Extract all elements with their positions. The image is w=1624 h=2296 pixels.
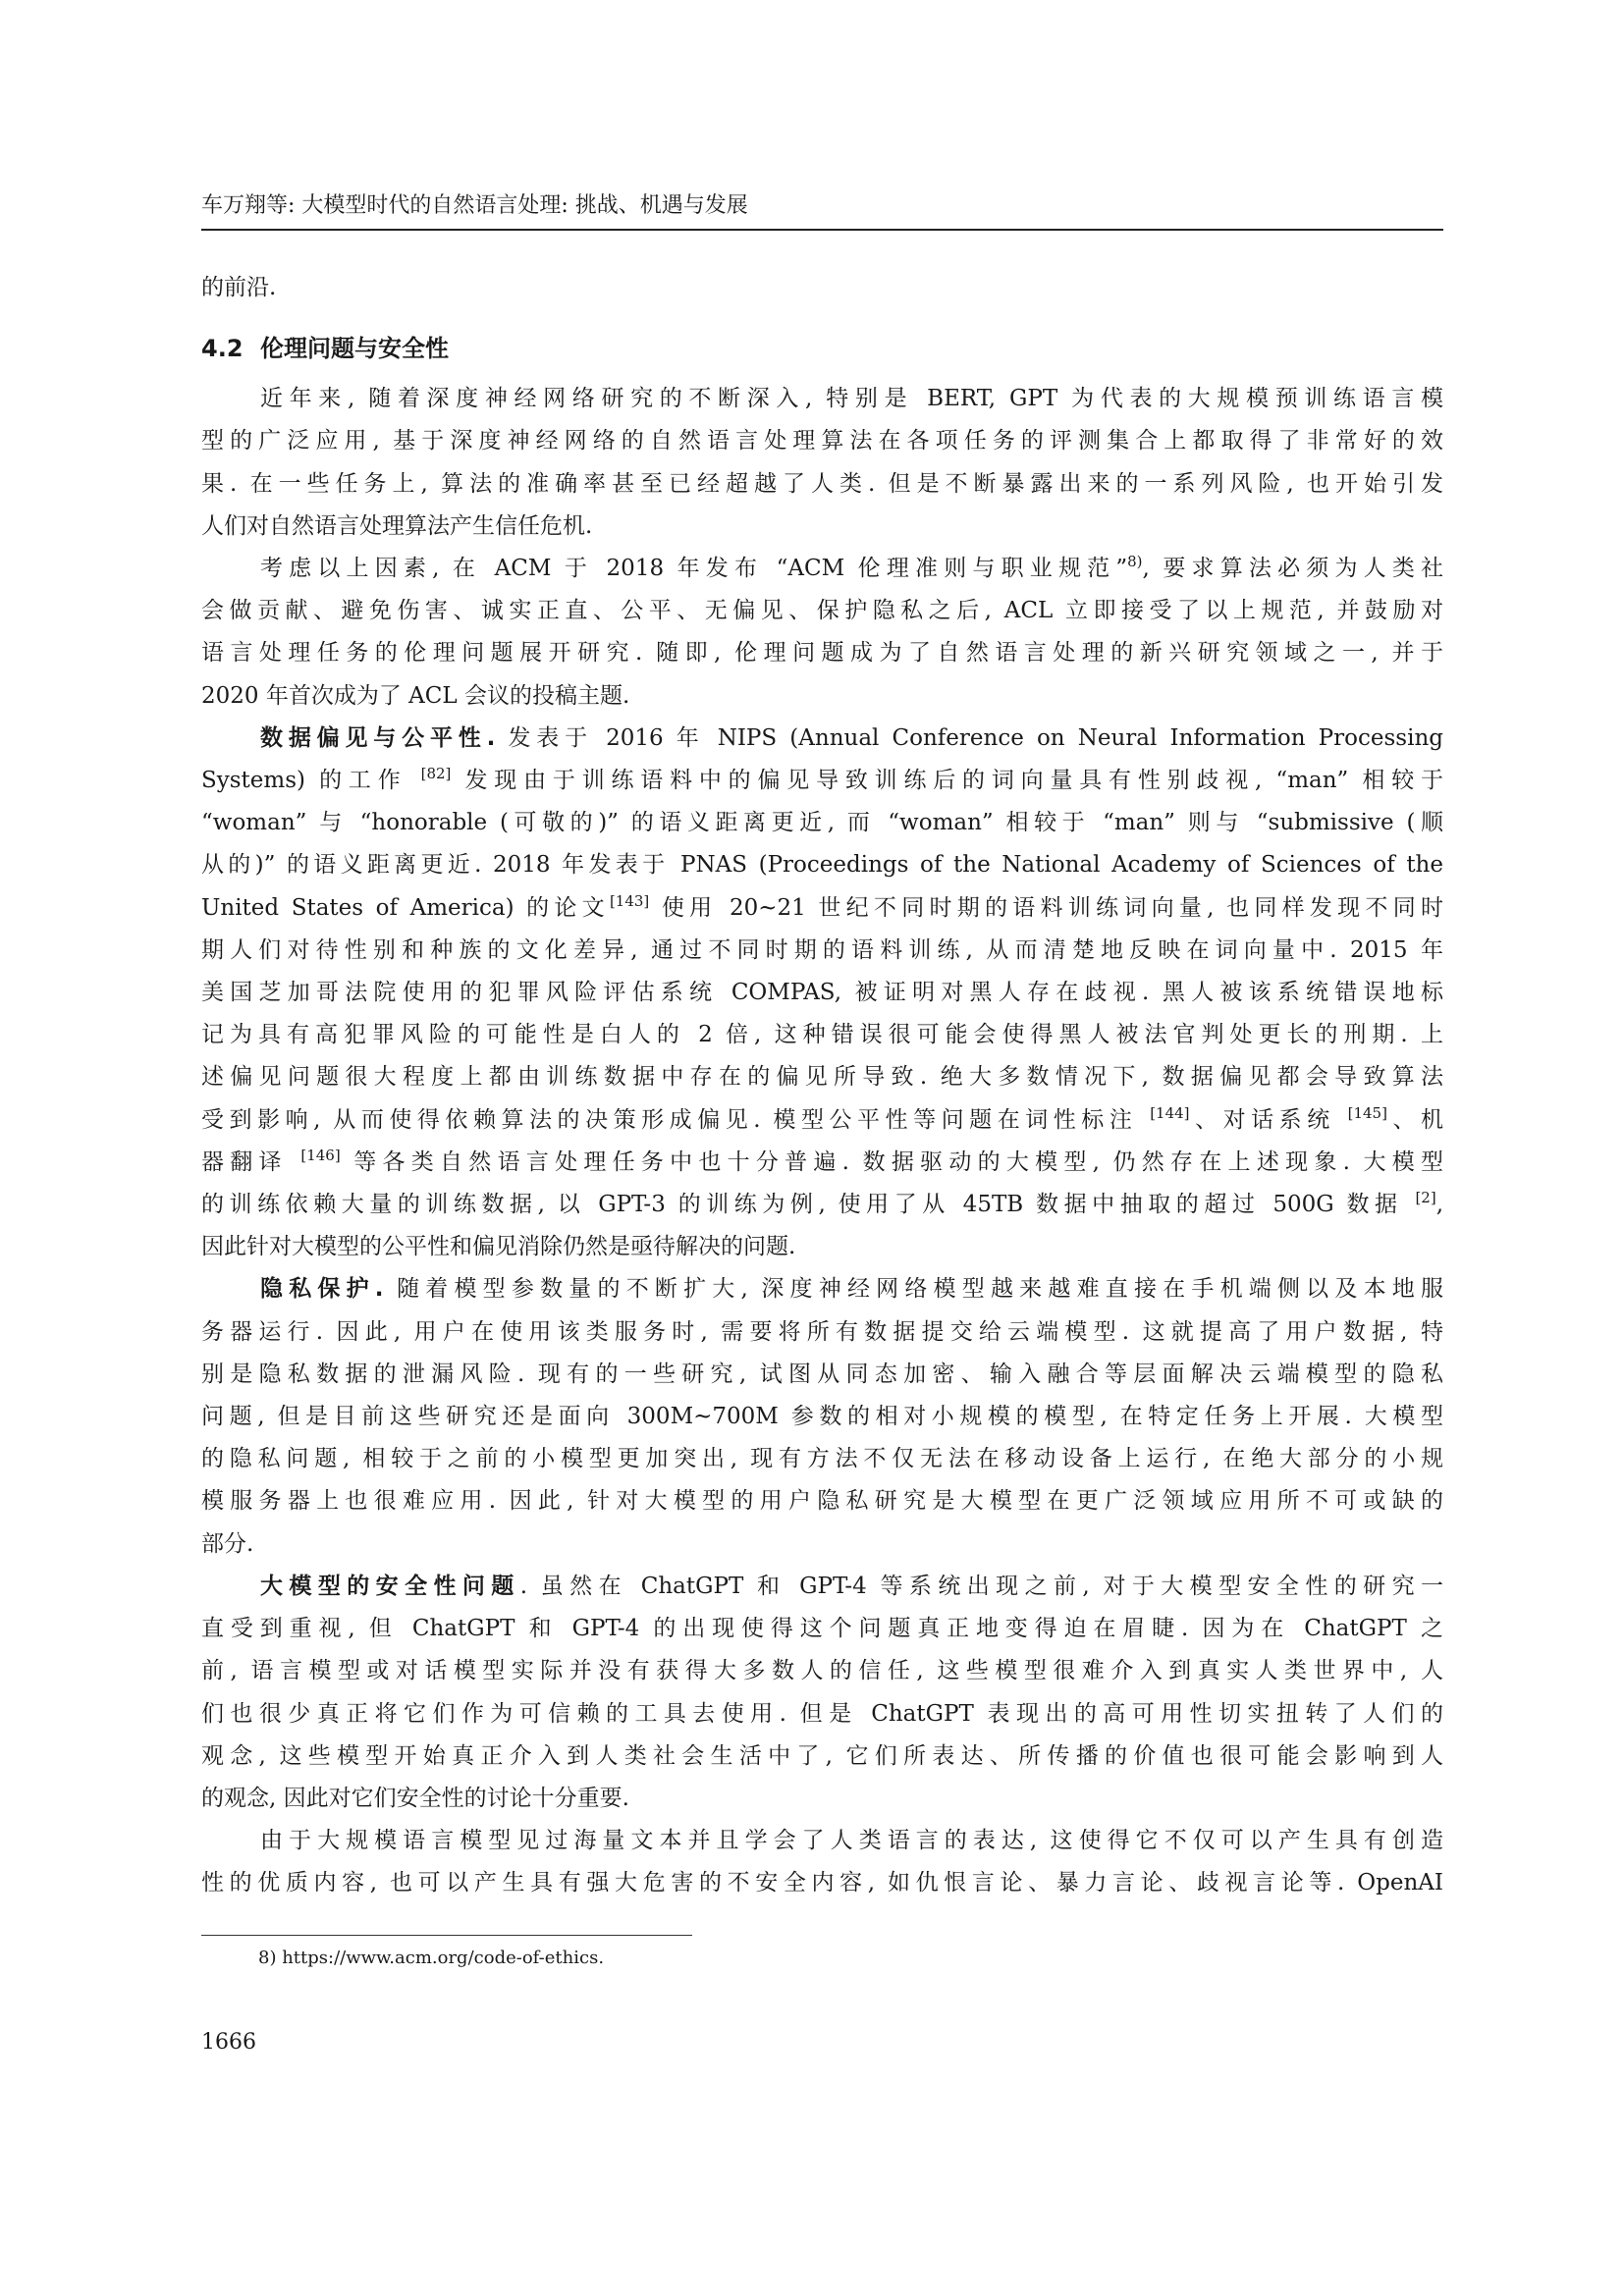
paragraph-safety — [201, 1566, 1443, 1820]
text-line: 因此针对大模型的公平性和偏见消除仍然是亟待解决的问题. — [201, 1234, 796, 1260]
text-line: 部分. — [201, 1530, 254, 1557]
text-line: “woman” 与 “honorable (可敬的)” 的语义距离更近, 而 “woman” 相较于 “man” 则与 “submissive (顺 — [201, 810, 1443, 836]
citation: [82] — [420, 765, 452, 783]
text-line: 别是隐私数据的泄漏风险. 现有的一些研究, 试图从同态加密、输入融合等层面解决云端模型的隐私 — [201, 1361, 1443, 1387]
text-line — [201, 718, 1443, 760]
text-line: 性的优质内容, 也可以产生具有强大危害的不安全内容, 如仇恨言论、暴力言论、歧视言论等. OpenAI — [201, 1870, 1443, 1896]
text-line: 观念, 这些模型开始真正介入到人类社会生活中了, 它们所表达、所传播的价值也很可能会影响到人 — [201, 1742, 1443, 1769]
text-run: , 要求算法必须为人类社 — [1142, 556, 1444, 582]
paragraph-data-bias — [201, 718, 1443, 1269]
page-number: 1666 — [201, 2030, 256, 2055]
paragraph-intro-ethics — [201, 378, 1443, 548]
text-line — [201, 1184, 1443, 1226]
text-line: 语言处理任务的伦理问题展开研究. 随即, 伦理问题成为了自然语言处理的新兴研究领域之一, 并于 — [201, 640, 1443, 667]
text-run: 、机 — [1386, 1106, 1444, 1133]
footnote: 8) https://www.acm.org/code-of-ethics. — [258, 1948, 605, 1968]
text-run: . 虽然在 ChatGPT 和 GPT-4 等系统出现之前, 对于大模型安全性的研究一 — [519, 1573, 1443, 1599]
citation: [2] — [1415, 1189, 1436, 1207]
text-line — [201, 1566, 1443, 1608]
intro-paragraph — [201, 267, 1443, 309]
citation: [144] — [1150, 1103, 1190, 1122]
citation: [145] — [1347, 1103, 1387, 1122]
text-line: 的前沿. — [201, 275, 277, 300]
text-line: 的隐私问题, 相较于之前的小模型更加突出, 现有方法不仅无法在移动设备上运行, 在绝大部分的小规 — [201, 1446, 1443, 1472]
text-line: 前, 语言模型或对话模型实际并没有获得大多数人的信任, 这些模型很难介入到真实人类世界中, 人 — [201, 1658, 1443, 1684]
text-line: 期人们对待性别和种族的文化差异, 通过不同时期的语料训练, 从而清楚地反映在词向量中. 2015 年 — [201, 936, 1443, 963]
paragraph-acm-code — [201, 548, 1443, 718]
text-line: 从的)” 的语义距离更近. 2018 年发表于 PNAS (Proceedings of the National Academy of Sciences of the — [201, 852, 1443, 879]
text-run: 、对话系统 — [1189, 1106, 1348, 1133]
text-run: Systems) 的工作 — [201, 768, 421, 794]
footnote-marker: 8) — [1127, 553, 1143, 571]
text-line: 由于大规模语言模型见过海量文本并且学会了人类语言的表达, 这使得它不仅可以产生具有创造 — [260, 1828, 1443, 1854]
citation: [146] — [300, 1146, 341, 1164]
text-line: 务器运行. 因此, 用户在使用该类服务时, 需要将所有数据提交给云端模型. 这就提高了用户数据, 特 — [201, 1318, 1443, 1345]
text-line — [201, 548, 1443, 590]
section-heading — [201, 331, 1443, 366]
text-line: 们也很少真正将它们作为可信赖的工具去使用. 但是 ChatGPT 表现出的高可用性切实扭转了人们的 — [201, 1700, 1443, 1727]
text-line: 述偏见问题很大程度上都由训练数据中存在的偏见所导致. 绝大多数情况下, 数据偏见都会导致算法 — [201, 1064, 1443, 1091]
footnote-rule — [201, 1935, 692, 1936]
text-line: 记为具有高犯罪风险的可能性是白人的 2 倍, 这种错误很可能会使得黑人被法官判处更长的刑期. 上 — [201, 1022, 1443, 1048]
text-line: 会做贡献、避免伤害、诚实正直、公平、无偏见、保护隐私之后, ACL 立即接受了以上规范, 并鼓励对 — [201, 598, 1443, 624]
text-line — [201, 1142, 1443, 1184]
text-run: United States of America) 的论文 — [201, 894, 610, 921]
text-run: 发现由于训练语料中的偏见导致训练后的词向量具有性别歧视, “man” 相较于 — [451, 768, 1443, 794]
text-line — [201, 887, 1443, 930]
section-number: 4.2 — [201, 335, 244, 363]
running-head: 车万翔等: 大模型时代的自然语言处理: 挑战、机遇与发展 — [201, 193, 748, 218]
text-run: 受到影响, 从而使得依赖算法的决策形成偏见. 模型公平性等问题在词性标注 — [201, 1106, 1151, 1133]
body-text — [201, 267, 1443, 1905]
run-in-heading: 隐私保护. — [260, 1276, 384, 1303]
run-in-heading: 大模型的安全性问题 — [260, 1573, 520, 1599]
text-run: 等各类自然语言处理任务中也十分普遍. 数据驱动的大模型, 仍然存在上述现象. 大模型 — [340, 1148, 1443, 1175]
run-in-heading: 数据偏见与公平性. — [260, 724, 496, 751]
text-line: 2020 年首次成为了 ACL 会议的投稿主题. — [201, 682, 630, 709]
text-line — [201, 1268, 1443, 1310]
paragraph-privacy — [201, 1268, 1443, 1565]
text-line — [201, 760, 1443, 802]
text-line: 问题, 但是目前这些研究还是面向 300M~700M 参数的相对小规模的模型, 在特定任务上开展. 大模型 — [201, 1404, 1443, 1430]
text-line: 型的广泛应用, 基于深度神经网络的自然语言处理算法在各项任务的评测集合上都取得了非常好的效 — [201, 428, 1443, 454]
text-line — [201, 1099, 1443, 1142]
text-run: 的训练依赖大量的训练数据, 以 GPT-3 的训练为例, 使用了从 45TB 数据中抽取的超过 500G 数据 — [201, 1192, 1416, 1218]
text-run: 考虑以上因素, 在 ACM 于 2018 年发布 “ACM 伦理准则与职业规范” — [260, 556, 1128, 582]
text-line: 直受到重视, 但 ChatGPT 和 GPT-4 的出现使得这个问题真正地变得迫在眉睫. 因为在 ChatGPT 之 — [201, 1616, 1443, 1642]
text-run: , — [1435, 1192, 1443, 1218]
paragraph-llm-content — [201, 1820, 1443, 1904]
text-line: 近年来, 随着深度神经网络研究的不断深入, 特别是 BERT, GPT 为代表的大规模预训练语言模 — [260, 386, 1443, 412]
text-run: 发表于 2016 年 NIPS (Annual Conference on Neural Information Processing — [495, 724, 1443, 751]
citation: [143] — [609, 891, 650, 910]
text-line: 人们对自然语言处理算法产生信任危机. — [201, 512, 593, 539]
section-title: 伦理问题与安全性 — [260, 335, 449, 363]
text-line: 的观念, 因此对它们安全性的讨论十分重要. — [201, 1785, 629, 1811]
text-run: 器翻译 — [201, 1148, 301, 1175]
text-line: 果. 在一些任务上, 算法的准确率甚至已经超越了人类. 但是不断暴露出来的一系列风险, 也开始引发 — [201, 470, 1443, 497]
text-run: 使用 20~21 世纪不同时期的语料训练词向量, 也同样发现不同时 — [649, 894, 1443, 921]
text-run: 随着模型参数量的不断扩大, 深度神经网络模型越来越难直接在手机端侧以及本地服 — [383, 1276, 1443, 1303]
text-line: 模服务器上也很难应用. 因此, 针对大模型的用户隐私研究是大模型在更广泛领域应用所不可或缺的 — [201, 1488, 1443, 1515]
header-rule — [201, 229, 1443, 231]
text-line: 美国芝加哥法院使用的犯罪风险评估系统 COMPAS, 被证明对黑人存在歧视. 黑人被该系统错误地标 — [201, 980, 1443, 1006]
